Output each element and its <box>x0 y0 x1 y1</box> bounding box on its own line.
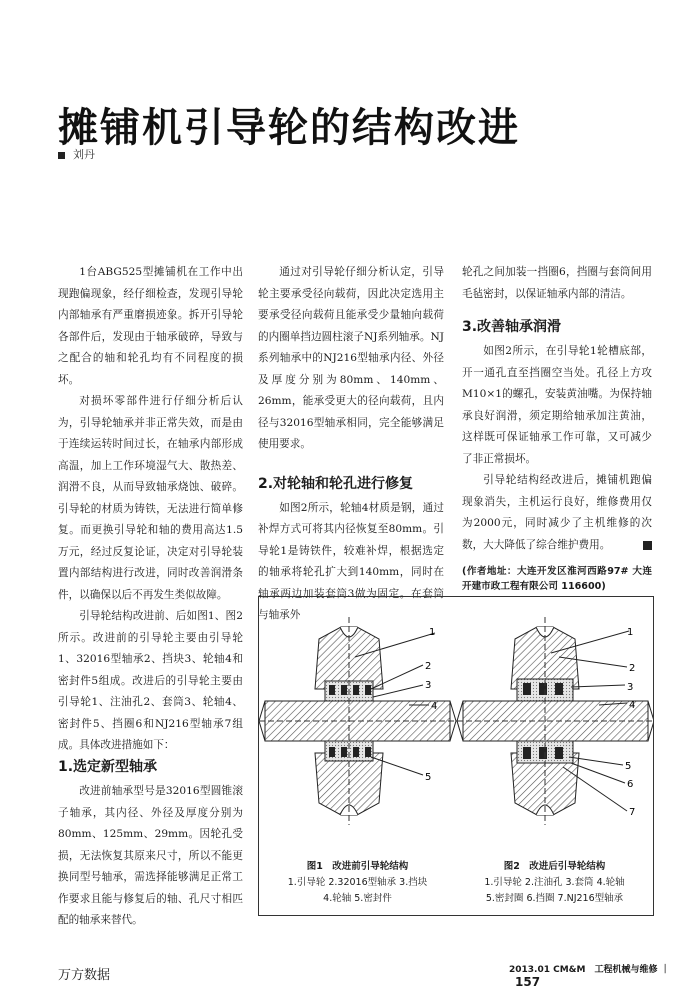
paragraph: 通过对引导轮仔细分析认定，引导轮主要承受径向载荷，因此决定选用主要承受径向载荷且能承受少量轴向载荷的内圈单挡边圆柱滚子NJ系列轴承。NJ系列轴承中的NJ216型轴承内径、外径及厚度分别为80mm、140mm、26mm，能承受更大的径向载荷，且内径与32016型轴承相同，完全能够满足使用要求。 <box>258 266 444 450</box>
paragraph: 引导轮结构改进前、后如图1、图2所示。改进前的引导轮主要由引导轮1、32016型轴承2、挡块3、轮轴4和密封件5组成。改进后的引导轮主要由引导轮1、注油孔2、套筒3、轮轴4、密封件5、挡圈6和NJ216型轴承7组成。具体改进措施如下： <box>58 610 243 751</box>
author-address: (作者地址：大连开发区淮河西路97# 大连开建市政工程有限公司 116600) <box>462 566 652 592</box>
section-heading-2: 2.对轮轴和轮孔进行修复 <box>258 475 414 492</box>
figure-1-caption-line: 1.引导轮 2.32016型轴承 3.挡块 <box>287 877 428 888</box>
paragraph: 如图2所示，在引导轮1轮槽底部，开一通孔直至挡圈空当处。孔径上方攻M10×1的螺孔，安装黄油嘴。为保持轴承良好润滑，须定期给轴承加注黄油，这样既可保证轴承工作可靠，又可减少了非正常损坏。 <box>462 345 652 465</box>
paragraph: 改进前轴承型号是32016型圆锥滚子轴承，其内径、外径及厚度分别为80mm、125mm、29mm。因轮孔受损，无法恢复其原来尺寸，所以不能更换同型号轴承，需选择能够满足正常工作要求且能与修复后的轴、孔尺寸相匹配的轴承来替代。 <box>58 785 243 926</box>
author-bullet <box>58 152 65 159</box>
page-footer <box>509 962 700 989</box>
fig2-label-7: 7 <box>629 807 636 818</box>
figure-2-caption-line: 5.密封圈 6.挡圈 7.NJ216型轴承 <box>485 893 624 904</box>
page-number: 157 <box>515 975 541 989</box>
paragraph: 对损坏零部件进行仔细分析后认为，引导轮轴承并非正常失效，而是由于连续运转时间过长，在轴承内部形成高温，加上工作环境湿气大、散热差、润滑不良，从而导致轴承烧蚀、破碎。引导轮的材质为铸铁，无法进行简单修复。而更换引导轮和轴的费用高达1.5万元，经过反复论证，决定对引导轮装置内部结构进行改进，同时改善润滑条件，以确保以后不再发生类似故障。 <box>58 395 243 601</box>
column-1 <box>58 262 243 757</box>
fig1-label-4: 4 <box>431 701 438 712</box>
fig2-label-6: 6 <box>627 779 634 790</box>
fig1-label-5: 5 <box>425 772 432 783</box>
fig2-label-4: 4 <box>629 700 636 711</box>
article-title: 摊铺机引导轮的结构改进 <box>58 105 520 151</box>
figure-2-drawing <box>457 617 653 825</box>
end-mark <box>643 541 652 550</box>
paragraph: 1台ABG525型摊铺机在工作中出现跑偏现象，经仔细检查，发现引导轮内部轴承有严重磨损迹象。拆开引导轮各部件后，发现由于轴承破碎，导致与之配合的轴和轮孔均有不同程度的损坏。 <box>58 266 243 386</box>
paragraph-text: 引导轮结构经改进后，摊铺机跑偏现象消失，主机运行良好，维修费用仅为2000元，同时减少了主机维修的次数，大大降低了综合维护费用。 <box>462 474 652 551</box>
paragraph: 轮孔之间加装一挡圈6，挡圈与套筒间用毛毡密封，以保证轴承内部的清洁。 <box>462 266 652 300</box>
column-3 <box>462 262 652 594</box>
column-1-lower <box>58 745 243 932</box>
paragraph <box>462 470 652 556</box>
watermark: 万方数据 <box>58 968 111 983</box>
figure-1-caption-line: 4.轮轴 5.密封件 <box>323 893 392 904</box>
figure-1-caption-title: 图1 改进前引导轮结构 <box>306 861 409 872</box>
fig1-label-2: 2 <box>425 661 432 672</box>
fig2-label-1: 1 <box>627 627 634 638</box>
author-name: 刘丹 <box>73 148 95 161</box>
figure-1-caption <box>259 859 456 907</box>
author-line <box>58 146 95 162</box>
fig2-label-2: 2 <box>629 663 636 674</box>
fig1-label-3: 3 <box>425 680 432 691</box>
fig1-label-1: 1 <box>429 627 436 638</box>
fig2-label-3: 3 <box>627 682 634 693</box>
figure-box <box>258 596 654 916</box>
section-heading-1: 1.选定新型轴承 <box>58 759 158 775</box>
column-2 <box>258 262 444 627</box>
fig2-label-5: 5 <box>625 761 632 772</box>
figure-1-drawing <box>259 617 456 825</box>
journal-info: 2013.01 CM&M 工程机械与维修 ｜ <box>509 965 670 975</box>
paragraph: 如图2所示，轮轴4材质是钢，通过补焊方式可将其内径恢复至80mm。引导轮1是铸铁件，较难补焊，根据选定的轴承将轮孔扩大到140mm，同时在轴承两边加装套筒3做为固定。在套筒与轴承外 <box>258 501 444 621</box>
figure-2-caption-line: 1.引导轮 2.注油孔 3.套筒 4.轮轴 <box>484 877 625 888</box>
figure-2-caption-title: 图2 改进后引导轮结构 <box>503 861 606 872</box>
figure-2-caption <box>456 859 653 907</box>
section-heading-3: 3.改善轴承润滑 <box>462 319 562 335</box>
